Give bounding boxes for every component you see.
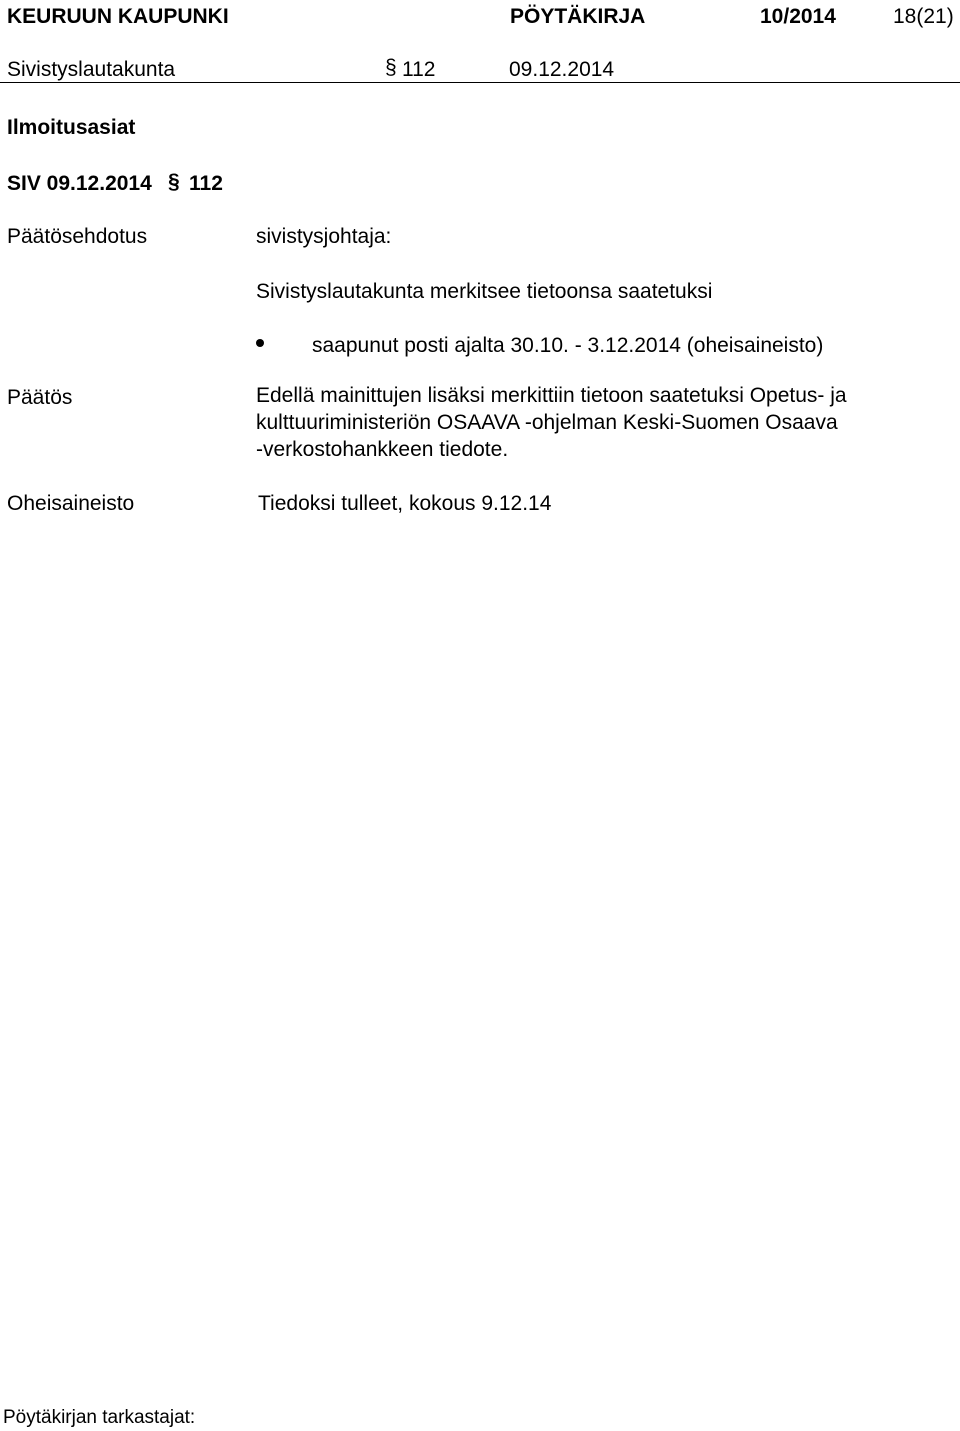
footer-reviewers-label: Pöytäkirjan tarkastajat: — [3, 1407, 196, 1428]
proposal-label: Päätösehdotus — [7, 225, 148, 248]
decision-line: Edellä mainittujen lisäksi merkittiin tietoon saatetuksi Opetus- ja — [256, 384, 847, 407]
section-symbol: § — [385, 56, 397, 79]
proposal-author: sivistysjohtaja: — [256, 225, 392, 248]
header-divider — [0, 82, 960, 83]
attachment-label: Oheisaineisto — [7, 492, 135, 515]
attachment-value: Tiedoksi tulleet, kokous 9.12.14 — [258, 492, 552, 515]
doc-type: PÖYTÄKIRJA — [510, 5, 646, 28]
ref-section-symbol: § — [168, 170, 180, 193]
ref-prefix: SIV 09.12.2014 — [7, 172, 152, 195]
page-number: 18(21) — [893, 5, 954, 28]
meeting-date: 09.12.2014 — [509, 58, 615, 81]
committee-name: Sivistyslautakunta — [7, 58, 176, 81]
section-number: 112 — [402, 58, 436, 81]
doc-number: 10/2014 — [760, 5, 836, 28]
org-name: KEURUUN KAUPUNKI — [7, 5, 229, 28]
proposal-text: Sivistyslautakunta merkitsee tietoonsa saatetuksi — [256, 280, 713, 303]
page-title: Ilmoitusasiat — [7, 116, 136, 139]
ref-number: 112 — [189, 172, 223, 195]
decision-line: -verkostohankkeen tiedote. — [256, 438, 509, 461]
decision-line: kulttuuriministeriön OSAAVA -ohjelman Keski-Suomen Osaava — [256, 411, 838, 434]
proposal-bullet-item: saapunut posti ajalta 30.10. - 3.12.2014 (oheisaineisto) — [312, 334, 824, 357]
bullet-marker — [256, 339, 264, 347]
decision-label: Päätös — [7, 386, 73, 409]
